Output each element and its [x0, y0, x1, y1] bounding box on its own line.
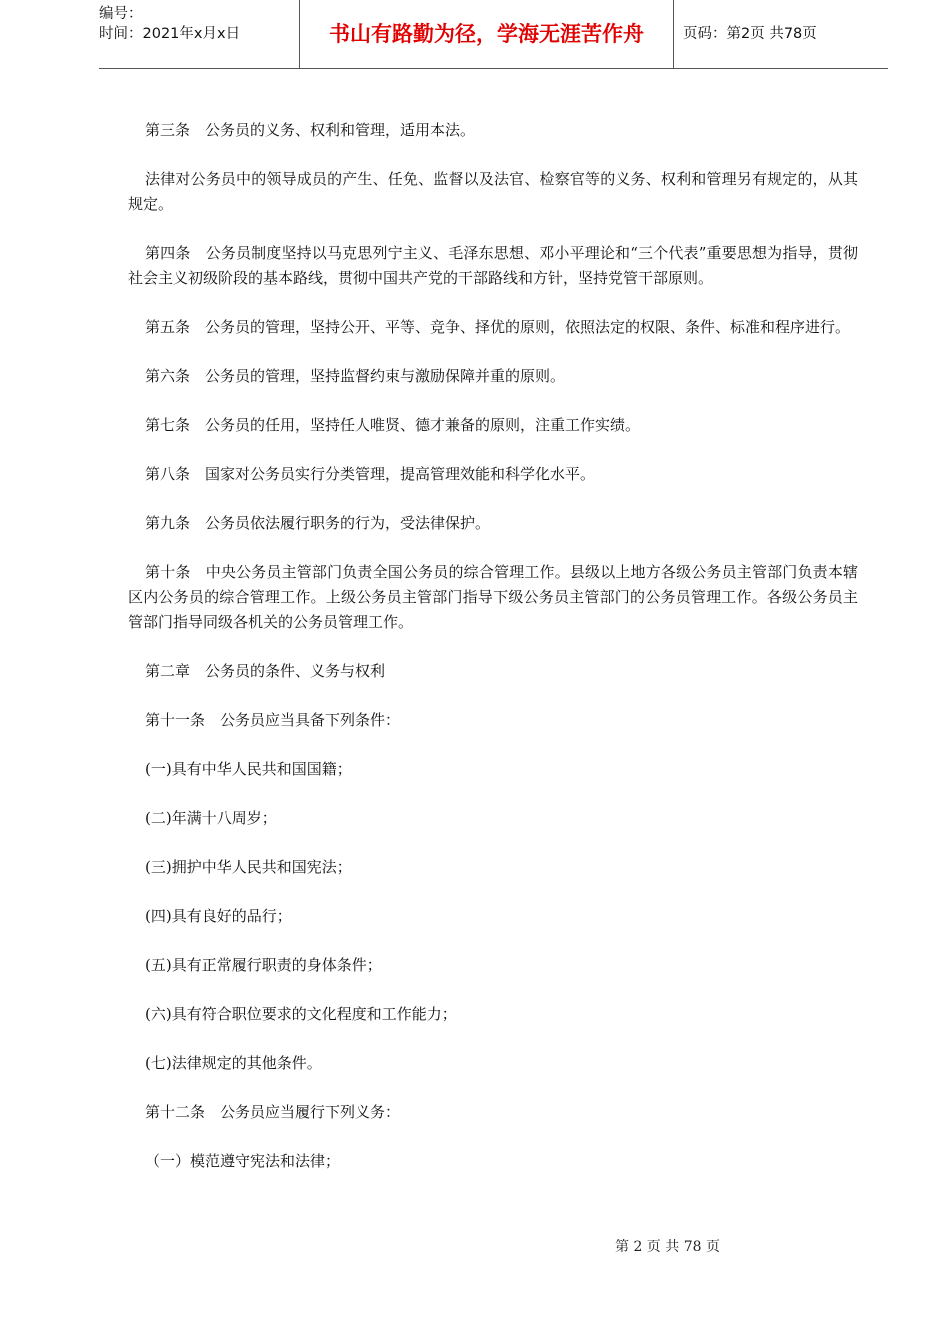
list-item: (四)具有良好的品行；	[145, 907, 292, 925]
paragraph: 第八条 国家对公务员实行分类管理，提高管理效能和科学化水平。	[145, 465, 596, 483]
list-item: (六)具有符合职位要求的文化程度和工作能力；	[145, 1005, 457, 1023]
list-item: (一)具有中华人民共和国国籍；	[145, 760, 352, 778]
list-item: (七)法律规定的其他条件。	[145, 1054, 322, 1072]
document-number-label: 编号：	[99, 6, 143, 22]
list-item: (三)拥护中华人民共和国宪法；	[145, 858, 352, 876]
paragraph: 第七条 公务员的任用，坚持任人唯贤、德才兼备的原则，注重工作实绩。	[145, 416, 641, 434]
paragraph: 第十一条 公务员应当具备下列条件：	[145, 711, 401, 729]
paragraph: 第十条 中央公务员主管部门负责全国公务员的综合管理工作。县级以上地方各级公务员主管部门负责本辖区内公务员的综合管理工作。上级公务员主管部门指导下级公务员主管部门的公务员管理工作。各级公务员主管部门指导同级各机关的公务员管理工作。	[128, 563, 858, 631]
list-item: （一）模范遵守宪法和法律；	[145, 1152, 341, 1170]
paragraph: 第十二条 公务员应当履行下列义务：	[145, 1103, 401, 1121]
document-time-label: 时间：2021年x月x日	[99, 26, 241, 42]
header-motto: 书山有路勤为径，学海无涯苦作舟	[299, 0, 674, 68]
list-item: (五)具有正常履行职责的身体条件；	[145, 956, 382, 974]
paragraph: 第五条 公务员的管理，坚持公开、平等、竞争、择优的原则，依照法定的权限、条件、标准和程序进行。	[145, 318, 851, 336]
page-footer: 第 2 页 共 78 页	[615, 1239, 720, 1255]
header-meta	[99, 0, 299, 68]
page-header	[99, 0, 888, 69]
list-item: (二)年满十八周岁；	[145, 809, 277, 827]
paragraph: 第六条 公务员的管理，坚持监督约束与激励保障并重的原则。	[145, 367, 566, 385]
paragraph: 第九条 公务员依法履行职务的行为，受法律保护。	[145, 514, 491, 532]
chapter-heading: 第二章 公务员的条件、义务与权利	[145, 662, 386, 680]
paragraph: 法律对公务员中的领导成员的产生、任免、监督以及法官、检察官等的义务、权利和管理另有规定的，从其规定。	[128, 170, 858, 213]
document-body	[128, 118, 858, 1198]
header-page-info: 页码：第2页 共78页	[683, 26, 817, 42]
paragraph: 第四条 公务员制度坚持以马克思列宁主义、毛泽东思想、邓小平理论和“三个代表”重要思想为指导，贯彻社会主义初级阶段的基本路线，贯彻中国共产党的干部路线和方针，坚持党管干部原则。	[128, 244, 858, 287]
paragraph: 第三条 公务员的义务、权利和管理，适用本法。	[145, 121, 476, 139]
